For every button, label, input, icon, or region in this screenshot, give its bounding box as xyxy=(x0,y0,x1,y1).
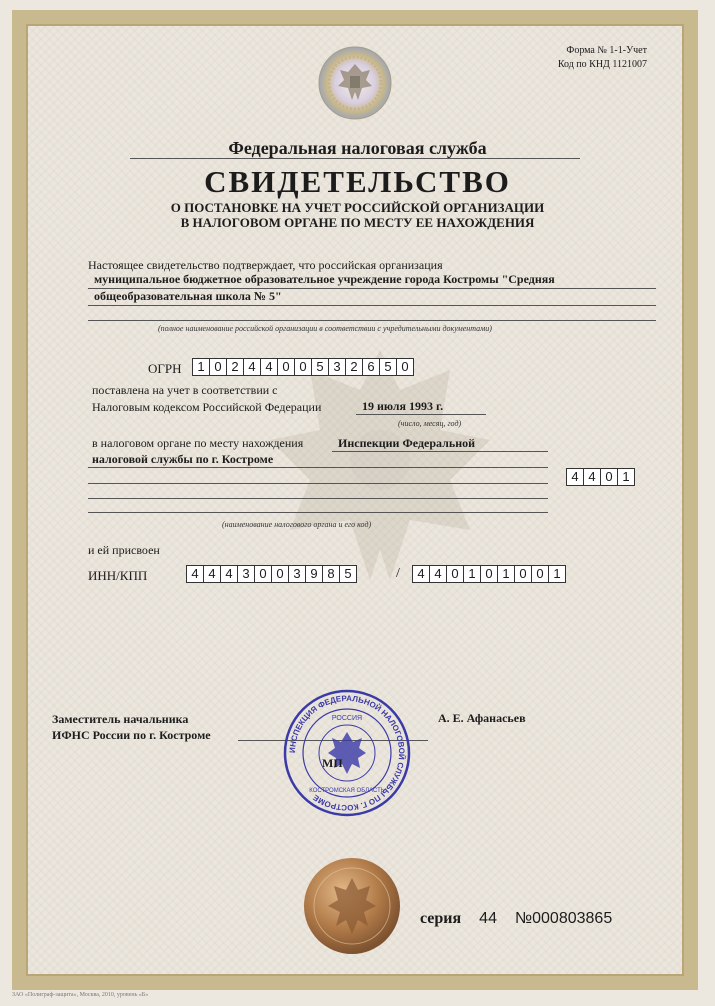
assigned-text: и ей присвоен xyxy=(88,543,160,557)
intro-text: Настоящее свидетельство подтверждает, что российская организация xyxy=(88,258,443,272)
kpp-cells xyxy=(412,565,566,583)
authority-underline-5 xyxy=(88,512,548,513)
authority-underline-3 xyxy=(88,483,548,484)
signer-position-1: Заместитель начальника xyxy=(52,712,189,726)
authority-hint: (наименование налогового органа и его код) xyxy=(222,520,372,529)
authority-code-digit: 1 xyxy=(622,469,630,484)
knd-code: Код по КНД 1121007 xyxy=(557,59,647,70)
mp-label: МП xyxy=(322,756,343,770)
printer-info: ЗАО «Полиграф-защита», Москва, 2010, уровень «Б» xyxy=(12,992,149,998)
authority-code-cells xyxy=(566,468,635,486)
date-hint: (число, месяц, год) xyxy=(398,419,462,428)
kpp-digit: 0 xyxy=(532,566,549,582)
gold-seal-emblem-icon xyxy=(302,856,402,956)
org-name-line-1: муниципальное бюджетное образовательное учреждение города Костромы "Средняя xyxy=(94,272,555,286)
ogrn-digit: 0 xyxy=(295,359,312,375)
kpp-digit: 1 xyxy=(498,566,515,582)
kpp-digit: 4 xyxy=(430,566,447,582)
inn-kpp-label: ИНН/КПП xyxy=(88,568,148,583)
inn-digit: 0 xyxy=(255,566,272,582)
kpp-digit: 0 xyxy=(515,566,532,582)
authority-underline-2 xyxy=(88,467,548,468)
form-meta xyxy=(558,44,647,72)
ogrn-digit: 0 xyxy=(401,359,409,374)
org-hint: (полное наименование российской организации в соответствии с учредительными документами) xyxy=(158,324,492,333)
document-title: СВИДЕТЕЛЬСТВО xyxy=(204,164,511,199)
ogrn-digit: 6 xyxy=(363,359,380,375)
authority-line-1: Инспекции Федеральной xyxy=(338,436,476,450)
registration-date: 19 июля 1993 г. xyxy=(362,399,444,413)
inn-cells xyxy=(186,565,357,583)
stamp-top-text: РОССИЯ xyxy=(331,715,363,722)
certificate-number: №000803865 xyxy=(514,910,613,927)
series-value: 44 xyxy=(479,910,497,927)
official-stamp xyxy=(282,688,412,818)
inn-digit: 0 xyxy=(272,566,289,582)
form-number: Форма № 1-1-Учет xyxy=(566,45,647,56)
org-name-line-2: общеобразовательная школа № 5" xyxy=(94,289,282,303)
authority-code-digit: 4 xyxy=(584,469,601,485)
ogrn-digit: 2 xyxy=(227,359,244,375)
document-subtitle xyxy=(0,200,715,230)
inn-digit: 9 xyxy=(306,566,323,582)
inn-digit: 8 xyxy=(323,566,340,582)
subtitle-line-1: О ПОСТАНОВКЕ НА УЧЕТ РОССИЙСКОЙ ОРГАНИЗАЦИИ xyxy=(170,200,545,215)
authority-prefix: в налоговом органе по месту нахождения xyxy=(92,436,304,450)
stamp-ring-text: ИНСПЕКЦИЯ ФЕДЕРАЛЬНОЙ НАЛОГОВОЙ СЛУЖБЫ ПО Г. КОСТРОМЕ xyxy=(287,693,407,813)
date-underline xyxy=(356,414,486,415)
org-underline-3 xyxy=(88,320,656,321)
ogrn-digit: 4 xyxy=(261,359,278,375)
ogrn-digit: 0 xyxy=(210,359,227,375)
authority-line-2: налоговой службы по г. Костроме xyxy=(92,452,274,466)
inn-digit: 4 xyxy=(204,566,221,582)
signer-name: А. Е. Афанасьев xyxy=(438,711,526,725)
inn-digit: 3 xyxy=(289,566,306,582)
ogrn-digit: 5 xyxy=(380,359,397,375)
inn-kpp-slash: / xyxy=(396,566,400,581)
stamp-inner-text: КОСТРОМСКАЯ ОБЛАСТЬ xyxy=(309,788,385,794)
kpp-digit: 0 xyxy=(481,566,498,582)
kpp-digit: 1 xyxy=(464,566,481,582)
ogrn-cells xyxy=(192,358,414,376)
org-underline-2 xyxy=(88,305,656,306)
authority-code-digit: 4 xyxy=(567,469,584,485)
divider xyxy=(130,158,580,159)
registered-text-2: Налоговым кодексом Российской Федерации xyxy=(92,400,322,414)
inn-digit: 3 xyxy=(238,566,255,582)
kpp-digit: 1 xyxy=(553,566,561,581)
ogrn-digit: 4 xyxy=(244,359,261,375)
ogrn-digit: 1 xyxy=(193,359,210,375)
ogrn-digit: 3 xyxy=(329,359,346,375)
subtitle-line-2: В НАЛОГОВОМ ОРГАНЕ ПО МЕСТУ ЕЕ НАХОЖДЕНИЯ xyxy=(180,215,535,230)
inn-digit: 5 xyxy=(344,566,352,581)
kpp-digit: 0 xyxy=(447,566,464,582)
signer-position-2: ИФНС России по г. Костроме xyxy=(52,728,211,742)
registered-text-1: поставлена на учет в соответствии с xyxy=(92,383,278,397)
serial-block xyxy=(420,910,612,928)
kpp-digit: 4 xyxy=(413,566,430,582)
series-label: серия xyxy=(420,910,462,927)
authority-underline-4 xyxy=(88,498,548,499)
ogrn-digit: 5 xyxy=(312,359,329,375)
ogrn-digit: 0 xyxy=(278,359,295,375)
inn-digit: 4 xyxy=(221,566,238,582)
ogrn-label: ОГРН xyxy=(148,361,182,376)
authority-code-digit: 0 xyxy=(601,469,618,485)
inn-digit: 4 xyxy=(187,566,204,582)
hologram-emblem-icon xyxy=(318,46,392,120)
ogrn-digit: 2 xyxy=(346,359,363,375)
authority-underline-1 xyxy=(332,451,548,452)
service-name: Федеральная налоговая служба xyxy=(228,138,487,158)
